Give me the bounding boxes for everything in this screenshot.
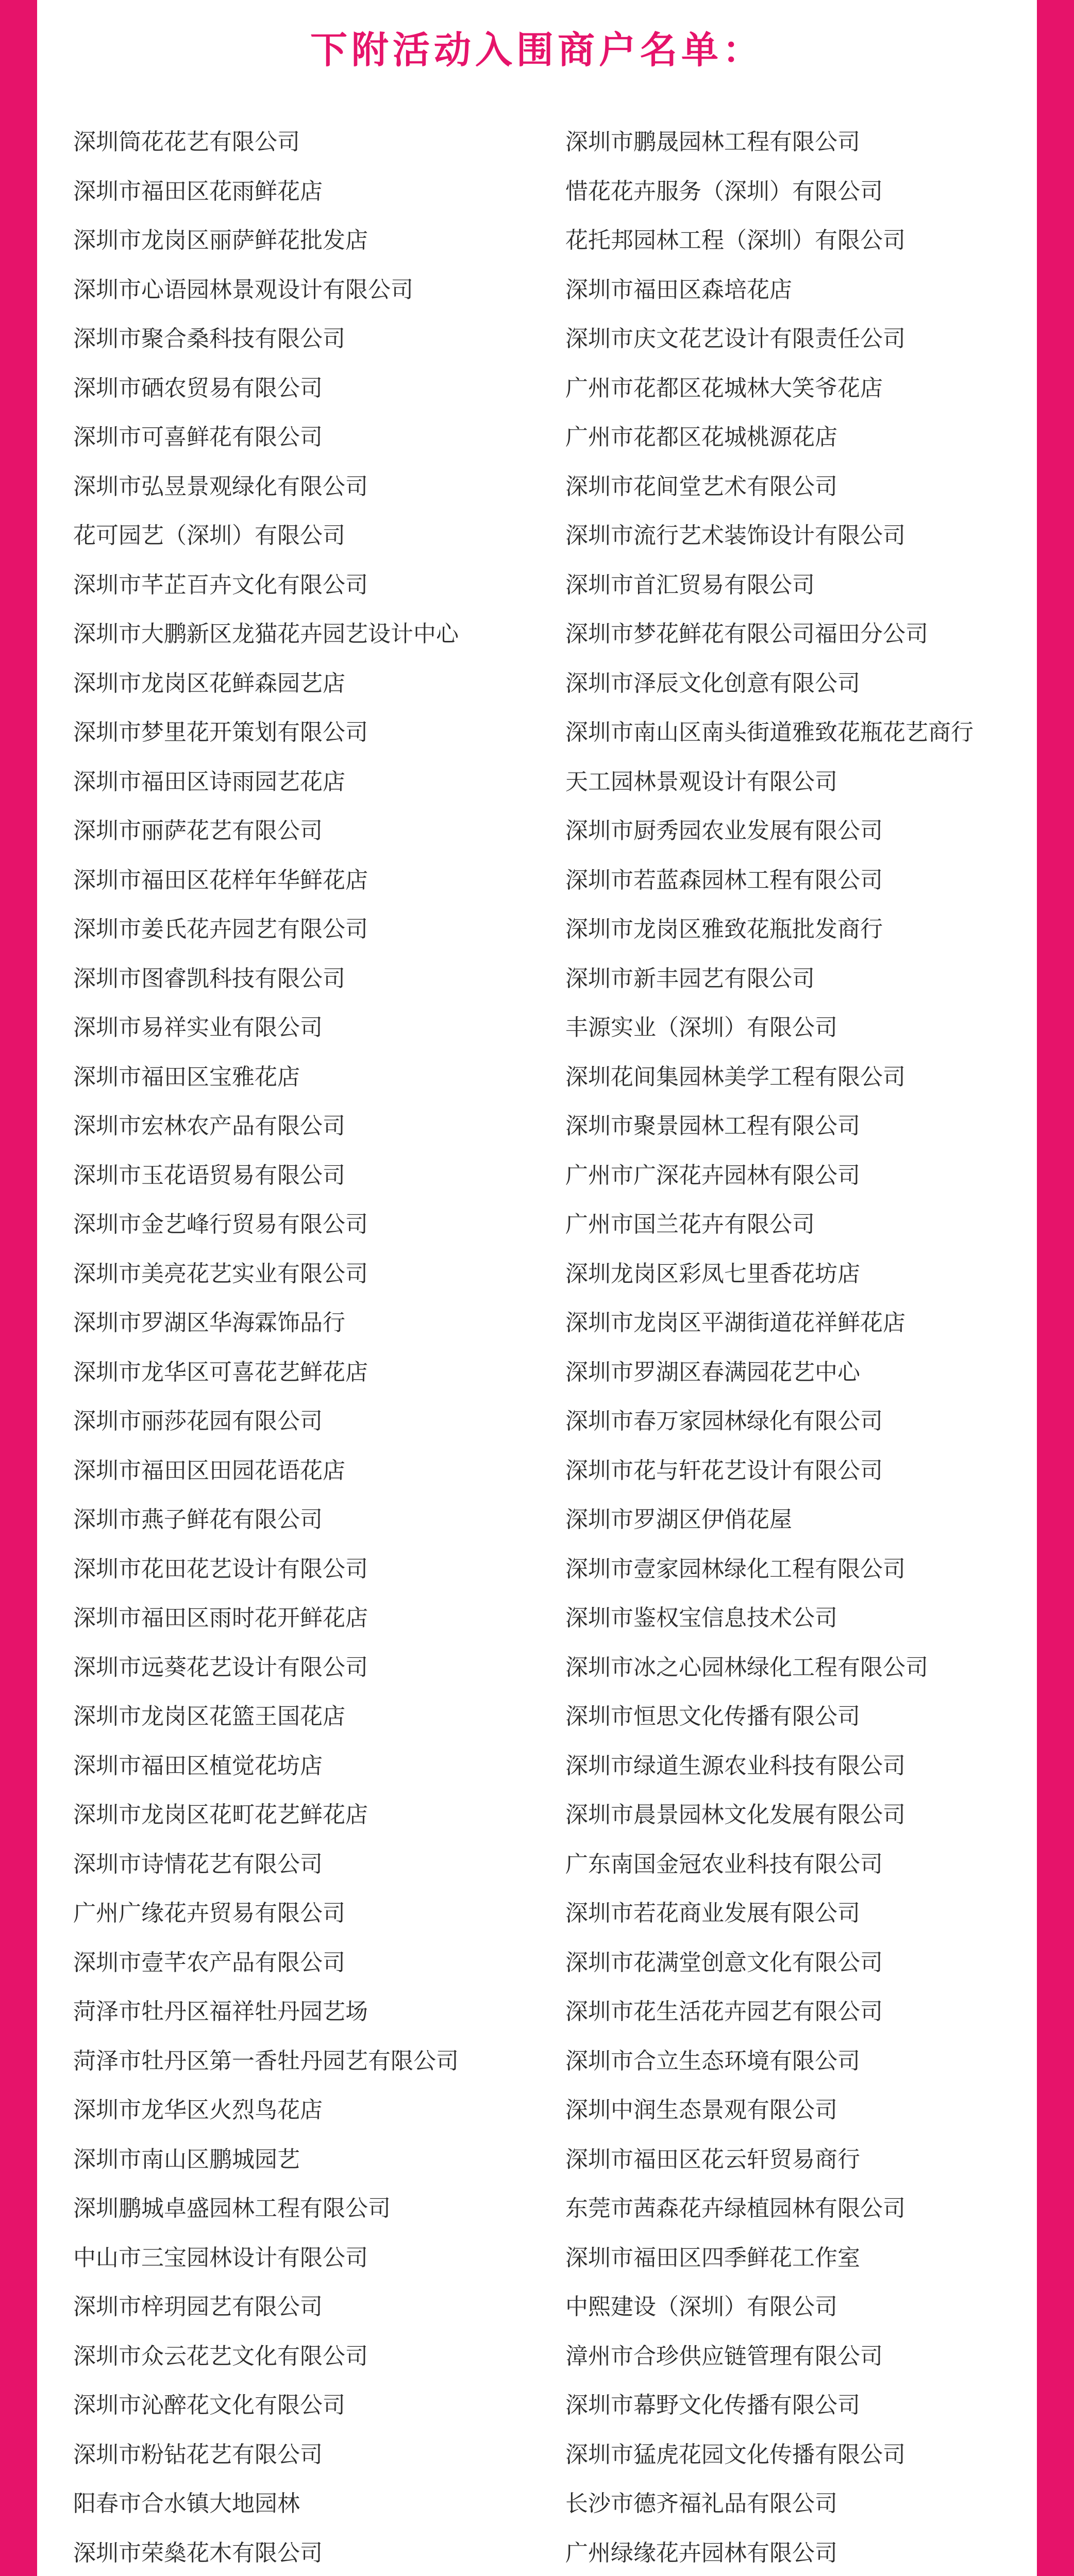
merchant-name: 深圳市福田区雨时花开鲜花店 [73,1605,368,1631]
merchant-name: 深圳市鉴权宝信息技术公司 [565,1605,837,1631]
merchant-name: 菏泽市牡丹区第一香牡丹园艺有限公司 [73,2047,459,2074]
merchant-name: 深圳市花生活花卉园艺有限公司 [565,1998,883,2025]
merchant-name: 深圳市绿道生源农业科技有限公司 [565,1752,905,1779]
merchant-name: 深圳市首汇贸易有限公司 [565,571,815,598]
merchant-name: 深圳市可喜鲜花有限公司 [73,424,323,450]
merchant-list [73,117,1021,2576]
merchant-name: 深圳市龙华区可喜花艺鲜花店 [73,1359,368,1385]
merchant-name: 深圳市龙岗区花町花艺鲜花店 [73,1802,368,1828]
merchant-name: 深圳市诗情花艺有限公司 [73,1851,323,1877]
merchant-name: 深圳市梓玥园艺有限公司 [73,2294,323,2320]
merchant-name: 深圳市龙岗区丽萨鲜花批发店 [73,227,368,253]
merchant-name: 深圳市福田区花雨鲜花店 [73,178,323,205]
merchant-name: 深圳市梦花鲜花有限公司福田分公司 [565,621,928,647]
merchant-name: 深圳市图睿凯科技有限公司 [73,965,345,992]
merchant-name: 惜花花卉服务（深圳）有限公司 [565,178,883,205]
merchant-name: 深圳市易祥实业有限公司 [73,1014,323,1041]
merchant-name: 深圳市罗湖区伊俏花屋 [565,1506,792,1533]
merchant-name: 深圳市花与轩花艺设计有限公司 [565,1457,883,1484]
merchant-name: 深圳市龙岗区雅致花瓶批发商行 [565,916,883,942]
merchant-name: 广州市国兰花卉有限公司 [565,1211,815,1238]
merchant-name: 深圳市聚合桑科技有限公司 [73,326,345,352]
merchant-name: 深圳市芊芷百卉文化有限公司 [73,571,368,598]
merchant-name: 深圳市冰之心园林绿化工程有限公司 [565,1654,928,1681]
merchant-name: 长沙市德齐福礼品有限公司 [565,2490,837,2517]
merchant-name: 深圳市花满堂创意文化有限公司 [565,1949,883,1976]
merchant-name: 深圳市福田区植觉花坊店 [73,1752,323,1779]
merchant-name: 深圳市宏林农产品有限公司 [73,1113,345,1139]
merchant-name: 深圳市罗湖区华海霖饰品行 [73,1310,345,1336]
merchant-name: 深圳花间集园林美学工程有限公司 [565,1063,905,1090]
page-title: 下附活动入围商户名单： [310,28,764,72]
merchant-name: 深圳市沁醉花文化有限公司 [73,2392,345,2418]
merchant-name: 深圳市花田花艺设计有限公司 [73,1555,368,1582]
merchant-name: 深圳市福田区田园花语花店 [73,1457,345,1484]
merchant-name: 深圳市福田区宝雅花店 [73,1063,300,1090]
merchant-name: 深圳市福田区诗雨园艺花店 [73,768,345,795]
merchant-name: 深圳市聚景园林工程有限公司 [565,1113,860,1139]
merchant-name: 深圳市福田区四季鲜花工作室 [565,2244,860,2271]
merchant-name: 深圳市壹家园林绿化工程有限公司 [565,1555,905,1582]
merchant-name: 丰源实业（深圳）有限公司 [565,1014,837,1041]
merchant-name: 深圳市荣燊花木有限公司 [73,2539,323,2566]
merchant-name: 深圳市金艺峰行贸易有限公司 [73,1211,368,1238]
merchant-name: 花可园艺（深圳）有限公司 [73,522,345,549]
merchant-name: 深圳市新丰园艺有限公司 [565,965,815,992]
merchant-name: 深圳筒花花艺有限公司 [73,129,300,155]
merchant-name: 深圳市福田区森培花店 [565,276,792,303]
merchant-name: 深圳市梦里花开策划有限公司 [73,719,368,745]
merchant-name: 深圳市福田区花样年华鲜花店 [73,867,368,893]
merchant-name: 深圳市若花商业发展有限公司 [565,1900,860,1926]
merchant-name: 深圳市合立生态环境有限公司 [565,2047,860,2074]
merchant-name: 阳春市合水镇大地园林 [73,2490,300,2517]
merchant-name: 花托邦园林工程（深圳）有限公司 [565,227,905,253]
merchant-name: 深圳市若蓝森园林工程有限公司 [565,867,883,893]
merchant-name: 深圳市流行艺术装饰设计有限公司 [565,522,905,549]
merchant-name: 深圳市鹏晟园林工程有限公司 [565,129,860,155]
merchant-name: 深圳市龙华区火烈鸟花店 [73,2097,323,2123]
merchant-name: 深圳市春万家园林绿化有限公司 [565,1408,883,1434]
merchant-name: 广州市广深花卉园林有限公司 [565,1162,860,1189]
merchant-name: 深圳市龙岗区花篮王国花店 [73,1703,345,1730]
merchant-name: 深圳市美亮花艺实业有限公司 [73,1260,368,1287]
merchant-name: 深圳市泽辰文化创意有限公司 [565,670,860,697]
merchant-name: 深圳市粉钻花艺有限公司 [73,2441,323,2468]
merchant-name: 广东南国金冠农业科技有限公司 [565,1851,883,1877]
merchant-name: 深圳市丽萨花艺有限公司 [73,818,323,844]
merchant-name: 深圳市燕子鲜花有限公司 [73,1506,323,1533]
merchant-name: 深圳市恒思文化传播有限公司 [565,1703,860,1730]
merchant-name: 深圳市远葵花艺设计有限公司 [73,1654,368,1681]
merchant-name: 广州市花都区花城桃源花店 [565,424,837,450]
merchant-name: 深圳市晨景园林文化发展有限公司 [565,1802,905,1828]
merchant-name: 深圳市厨秀园农业发展有限公司 [565,818,883,844]
merchant-name: 深圳市弘昱景观绿化有限公司 [73,473,368,500]
merchant-name: 深圳中润生态景观有限公司 [565,2097,837,2123]
merchant-name: 深圳市大鹏新区龙猫花卉园艺设计中心 [73,621,459,647]
merchant-name: 深圳市龙岗区平湖街道花祥鲜花店 [565,1310,905,1336]
merchant-name: 深圳市幕野文化传播有限公司 [565,2392,860,2418]
merchant-name: 深圳市猛虎花园文化传播有限公司 [565,2441,905,2468]
merchant-name: 天工园林景观设计有限公司 [565,768,837,795]
merchant-name: 深圳市姜氏花卉园艺有限公司 [73,916,368,942]
merchant-name: 深圳市心语园林景观设计有限公司 [73,276,413,303]
merchant-name: 中山市三宝园林设计有限公司 [73,2244,368,2271]
merchant-name: 深圳市庆文花艺设计有限责任公司 [565,326,905,352]
merchant-name: 深圳市南山区南头街道雅致花瓶花艺商行 [565,719,974,745]
merchant-name: 深圳市众云花艺文化有限公司 [73,2343,368,2369]
merchant-name: 广州绿缘花卉园林有限公司 [565,2539,837,2566]
merchant-name: 深圳市龙岗区花鲜森园艺店 [73,670,345,697]
merchant-name: 东莞市茜森花卉绿植园林有限公司 [565,2195,905,2222]
merchant-name: 深圳市花间堂艺术有限公司 [565,473,837,500]
merchant-name: 深圳市玉花语贸易有限公司 [73,1162,345,1189]
merchant-name: 广州市花都区花城林大笑爷花店 [565,375,883,401]
merchant-name: 深圳市福田区花云轩贸易商行 [565,2146,860,2173]
merchant-name: 深圳市硒农贸易有限公司 [73,375,323,401]
merchant-name: 深圳市壹芊农产品有限公司 [73,1949,345,1976]
merchant-name: 漳州市合珍供应链管理有限公司 [565,2343,883,2369]
merchant-name: 中熙建设（深圳）有限公司 [565,2294,837,2320]
merchant-name: 广州广缘花卉贸易有限公司 [73,1900,345,1926]
merchant-name: 菏泽市牡丹区福祥牡丹园艺场 [73,1998,368,2025]
merchant-name: 深圳市南山区鹏城园艺 [73,2146,300,2173]
merchant-name: 深圳市罗湖区春满园花艺中心 [565,1359,860,1385]
merchant-name: 深圳龙岗区彩凤七里香花坊店 [565,1260,860,1287]
merchant-name: 深圳市丽莎花园有限公司 [73,1408,323,1434]
merchant-name: 深圳鹏城卓盛园林工程有限公司 [73,2195,391,2222]
